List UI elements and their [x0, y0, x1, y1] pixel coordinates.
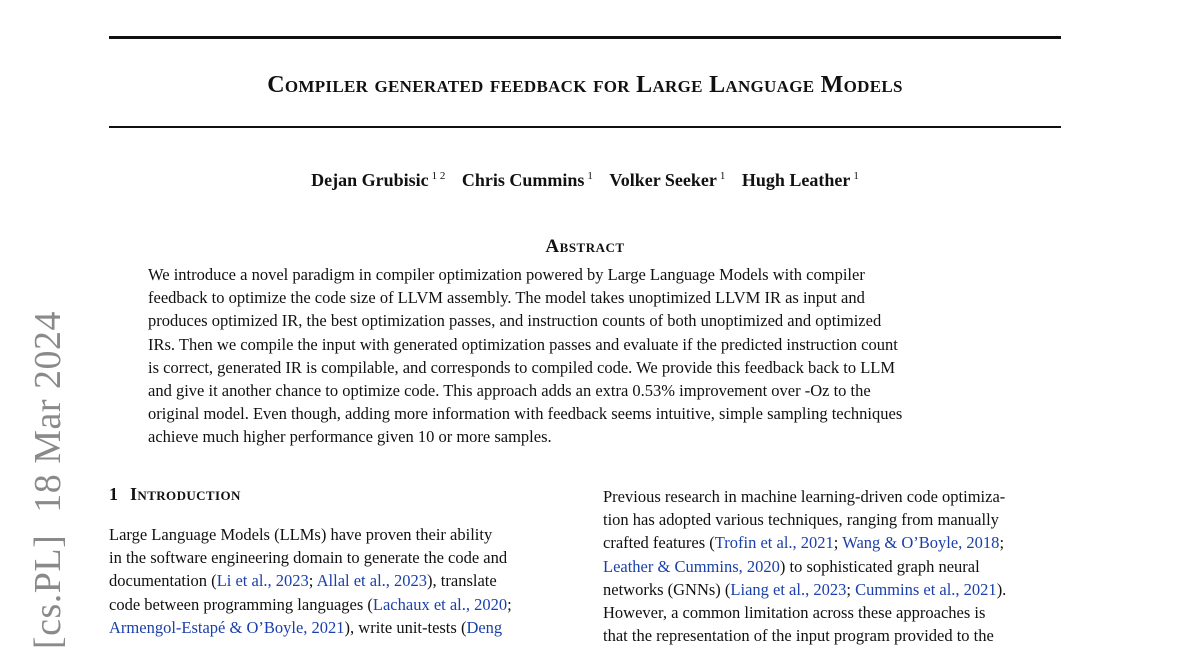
citation-link[interactable]: Leather & Cummins, 2020	[603, 556, 780, 576]
section-heading-introduction	[109, 484, 241, 505]
author	[462, 170, 593, 190]
abstract-line: achieve much higher performance given 10 or more samples.	[148, 427, 552, 447]
author-name: Dejan Grubisic	[311, 170, 429, 190]
body-text-line: tion has adopted various techniques, ranging from manually	[603, 510, 999, 530]
citation-link[interactable]: Cummins et al., 2021	[855, 579, 997, 599]
body-text-line: code between programming languages (Lachaux et al., 2020;	[109, 594, 512, 614]
author-affiliation: 1	[587, 170, 593, 182]
author	[311, 170, 445, 190]
paper-title: Compiler generated feedback for Large Language Models	[267, 72, 903, 98]
body-text-line: Previous research in machine learning-driven code optimiza-	[603, 487, 1006, 506]
body-text-line: networks (GNNs) (Liang et al., 2023; Cummins et al., 2021).	[603, 579, 1007, 599]
abstract-line: IRs. Then we compile the input with generated optimization passes and evaluate if the predicted instruction count	[148, 334, 898, 354]
abstract-body	[148, 263, 1024, 449]
abstract-heading: Abstract	[545, 236, 625, 257]
author-affiliation: 1	[719, 170, 726, 182]
abstract-line: and give it another chance to optimize code. This approach adds an extra 0.53% improvement over -Oz to the	[148, 381, 871, 401]
abstract-line: is correct, generated IR is compilable, and corresponds to compiled code. We provide this feedback back to LLM	[148, 357, 896, 377]
abstract-line: feedback to optimize the code size of LLVM assembly. The model takes unoptimized LLVM IR as input and	[148, 288, 865, 308]
body-text-line: However, a common limitation across these approaches is	[603, 603, 986, 623]
author-name: Chris Cummins	[461, 170, 585, 190]
author-list	[109, 170, 1061, 191]
citation-link[interactable]: Trofin et al., 2021	[714, 533, 834, 553]
body-text-line: in the software engineering domain to generate the code and	[109, 548, 508, 568]
citation-link[interactable]: Liang et al., 2023	[730, 579, 847, 599]
body-text-line: documentation (Li et al., 2023; Allal et al., 2023), translate	[109, 571, 497, 591]
citation-link[interactable]: Allal et al., 2023	[316, 571, 428, 591]
author-affiliation: 1	[853, 170, 859, 182]
body-text-line: Armengol-Estapé & O’Boyle, 2021), write unit-tests (Deng	[109, 617, 503, 637]
section-title: Introduction	[130, 484, 241, 504]
author-name: Volker Seeker	[609, 170, 717, 190]
body-text-line: that the representation of the input program provided to the	[603, 626, 994, 646]
bottom-rule	[109, 126, 1061, 128]
citation-link[interactable]: Wang & O’Boyle, 2018	[842, 533, 1000, 553]
abstract-line: We introduce a novel paradigm in compiler optimization powered by Large Language Models with compiler	[148, 265, 865, 284]
author-affiliation: 1 2	[431, 170, 446, 182]
body-text-line: crafted features (Trofin et al., 2021; Wang & O’Boyle, 2018;	[603, 533, 1005, 553]
author-name: Hugh Leather	[741, 170, 851, 190]
abstract-line: original model. Even though, adding more information with feedback seems intuitive, simple sampling techniques	[148, 404, 903, 424]
body-text-line: Large Language Models (LLMs) have proven their ability	[109, 525, 493, 544]
arxiv-category: [cs.PL]	[27, 534, 69, 649]
section-number: 1	[109, 484, 118, 504]
left-column-text	[109, 523, 569, 639]
arxiv-stamp	[26, 311, 70, 649]
arxiv-date: 18 Mar 2024	[27, 310, 69, 513]
citation-link[interactable]: Deng	[466, 617, 503, 637]
body-text-line: Leather & Cummins, 2020) to sophisticated graph neural	[603, 556, 980, 576]
top-rule	[109, 36, 1061, 39]
abstract-line: produces optimized IR, the best optimization passes, and instruction counts of both unoptimized and optimized	[148, 311, 882, 331]
author	[742, 170, 859, 190]
author	[609, 170, 725, 190]
citation-link[interactable]: Armengol-Estapé & O’Boyle, 2021	[109, 617, 345, 637]
citation-link[interactable]: Lachaux et al., 2020	[372, 594, 508, 614]
citation-link[interactable]: Li et al., 2023	[216, 571, 309, 591]
right-column-text	[603, 485, 1063, 647]
